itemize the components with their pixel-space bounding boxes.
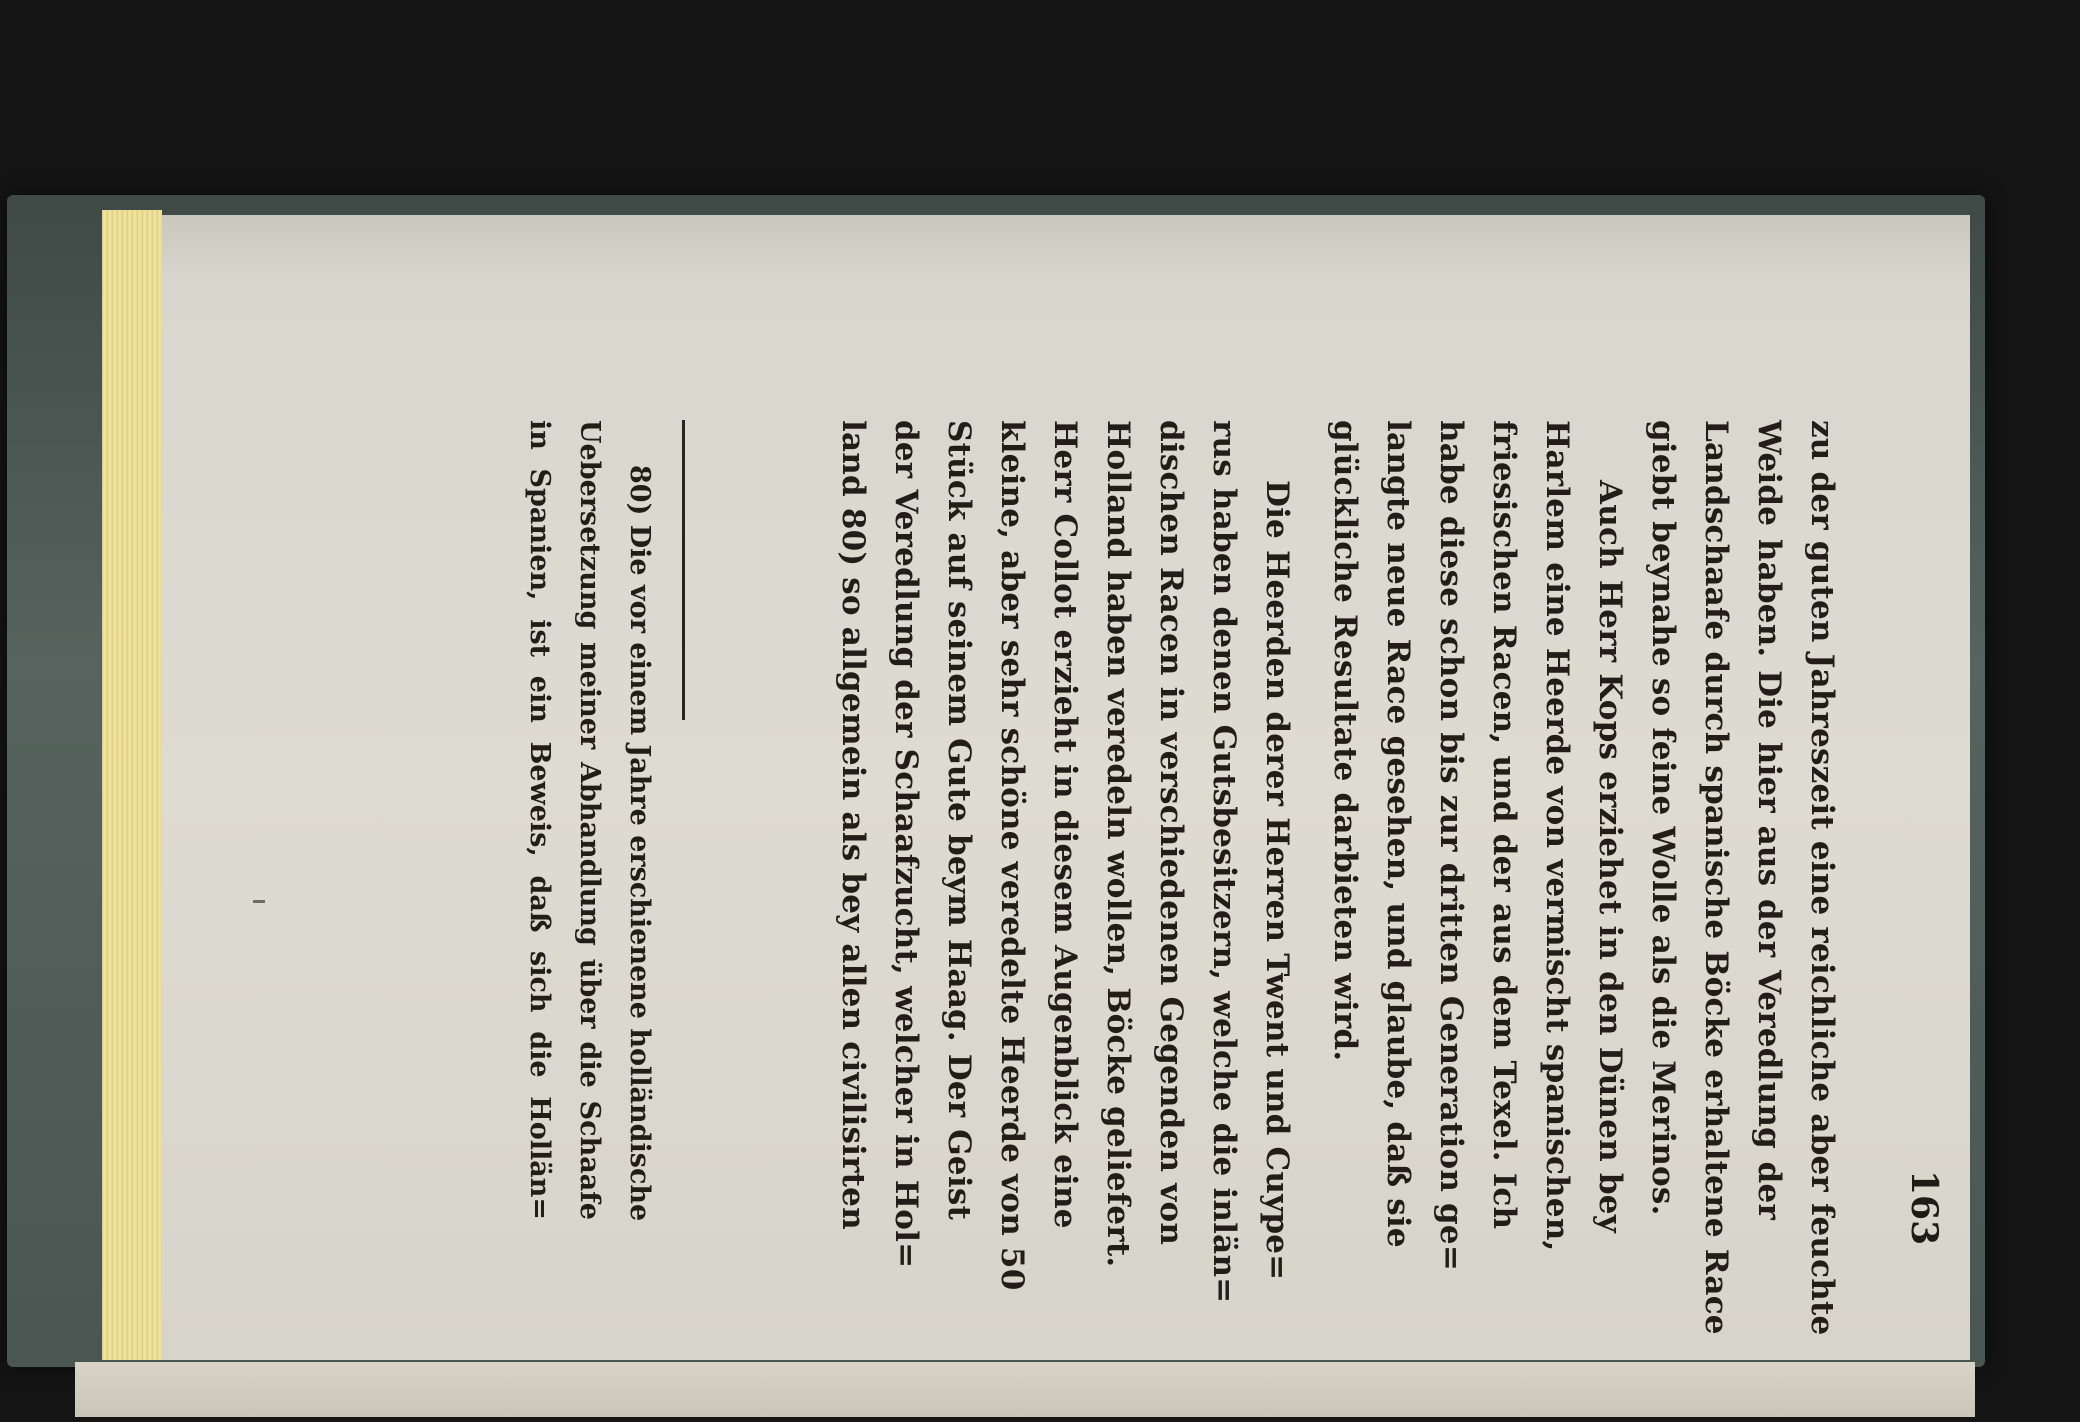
text-line: Herr Collot erzieht in diesem Augenblick eine: [1047, 420, 1083, 1229]
book-page: [160, 215, 1970, 1360]
text-line: Weide haben. Die hier aus der Veredlung der: [1751, 420, 1787, 1220]
text-line: habe diese schon bis zur dritten Generation ge=: [1433, 420, 1469, 1272]
paragraph-start-line: Die Heerden derer Herren Twent und Cuype=: [1259, 480, 1295, 1281]
text-line: Landschaafe durch spanische Böcke erhaltene Race: [1698, 420, 1734, 1335]
page-number: 163: [1903, 1170, 1945, 1246]
text-line: land 80) so allgemein als bey allen civilisirten: [835, 420, 871, 1230]
footnote-line: 80) Die vor einem Jahre erschienene holländische: [624, 465, 655, 1222]
pencil-mark: [253, 900, 265, 903]
text-line: Stück auf seinem Gute beym Haag. Der Geist: [941, 420, 977, 1220]
text-line: giebt beynahe so feine Wolle als die Merinos.: [1645, 420, 1681, 1216]
page-block-edge: [102, 210, 162, 1360]
text-line: langte neue Race gesehen, und glaube, daß sie: [1380, 420, 1416, 1248]
text-line: friesischen Racen, und der aus dem Texel. Ich: [1486, 420, 1522, 1230]
footnote-line: in Spanien, ist ein Beweis, daß sich die Hollän=: [524, 420, 555, 1220]
text-line: Holland haben veredeln wollen, Böcke geliefert.: [1100, 420, 1136, 1268]
facing-page-edge: [75, 1362, 1975, 1417]
text-line: rus haben denen Gutsbesitzern, welche die inlän=: [1206, 420, 1242, 1304]
text-line: zu der guten Jahreszeit eine reichliche aber feuchte: [1804, 420, 1840, 1336]
text-line: glückliche Resultate darbieten wird.: [1327, 420, 1363, 1062]
text-line: der Veredlung der Schaafzucht, welcher in Hol=: [888, 420, 924, 1269]
footnote-line: Uebersetzung meiner Abhandlung über die Schaafe: [574, 420, 605, 1220]
paragraph-start-line: Auch Herr Kops erziehet in den Dünen bey: [1592, 480, 1628, 1233]
text-line: kleine, aber sehr schöne veredelte Heerde von 50: [994, 420, 1030, 1291]
text-line: dischen Racen in verschiedenen Gegenden von: [1153, 420, 1189, 1246]
footnote-divider: [682, 420, 685, 720]
text-line: Harlem eine Heerde von vermischt spanischen,: [1539, 420, 1575, 1252]
